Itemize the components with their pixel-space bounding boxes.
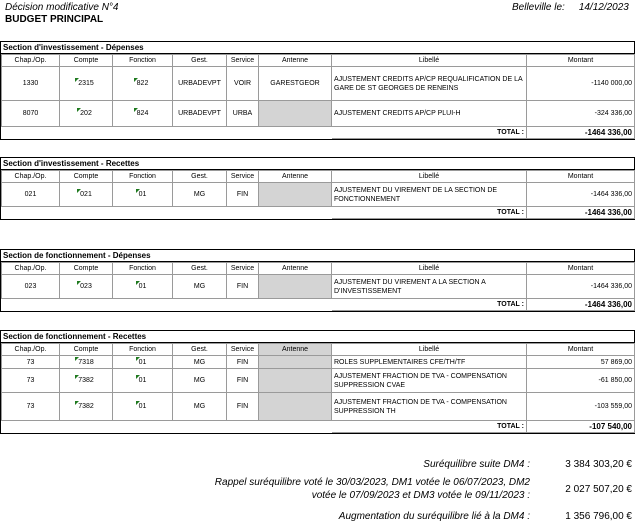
cell-gest: MG (173, 183, 227, 207)
col-gest: Gest. (173, 263, 227, 275)
table-row (2, 101, 635, 127)
cell-compte (60, 183, 113, 207)
col-compte: Compte (60, 55, 113, 67)
total-label: TOTAL : (332, 421, 527, 433)
cell-chap: 73 (2, 356, 60, 369)
section-invest-recettes (0, 157, 635, 220)
header-row (2, 55, 635, 67)
col-service: Service (227, 171, 259, 183)
augmentation-label: Augmentation du suréquilibre lié à la DM4 : (338, 511, 530, 522)
cell-compte-value: 2315 (78, 80, 94, 87)
section-table (1, 170, 635, 219)
cell-chap: 73 (2, 369, 60, 393)
rappel-line-2: votée le 07/09/2023 et DM3 votée le 09/11/2023 : (311, 490, 530, 501)
col-compte: Compte (60, 344, 113, 356)
cell-gest: MG (173, 369, 227, 393)
cell-compte (60, 393, 113, 421)
col-antenne: Antenne (259, 344, 332, 356)
table-row (2, 183, 635, 207)
cell-service: FIN (227, 369, 259, 393)
col-gest: Gest. (173, 344, 227, 356)
col-chap: Chap./Op. (2, 55, 60, 67)
cell-service: FIN (227, 183, 259, 207)
cell-montant: -1464 336,00 (527, 183, 635, 207)
total-row (2, 299, 635, 311)
col-montant: Montant (527, 344, 635, 356)
total-value: -1464 336,00 (527, 127, 635, 139)
total-value: -1464 336,00 (527, 207, 635, 219)
rappel-line-1: Rappel suréquilibre voté le 30/03/2023, DM1 votée le 06/07/2023, DM2 (214, 477, 530, 488)
section-fonct-depenses (0, 249, 635, 312)
cell-libelle: AJUSTEMENT FRACTION DE TVA - COMPENSATION SUPPRESSION CVAE (332, 369, 527, 393)
col-antenne: Antenne (259, 55, 332, 67)
cell-fonction-value: 01 (138, 403, 147, 410)
cell-chap: 021 (2, 183, 60, 207)
cell-compte (60, 101, 113, 127)
cell-montant: -1140 000,00 (527, 67, 635, 101)
cell-montant: -324 336,00 (527, 101, 635, 127)
col-chap: Chap./Op. (2, 344, 60, 356)
table-row (2, 275, 635, 299)
col-montant: Montant (527, 55, 635, 67)
col-gest: Gest. (173, 55, 227, 67)
col-libelle: Libellé (332, 55, 527, 67)
total-value: -107 540,00 (527, 421, 635, 433)
cell-gest: URBADEVPT (173, 101, 227, 127)
cell-chap: 1330 (2, 67, 60, 101)
cell-chap: 73 (2, 393, 60, 421)
cell-compte-value: 021 (80, 191, 92, 198)
cell-compte (60, 67, 113, 101)
section-table (1, 262, 635, 311)
total-value: -1464 336,00 (527, 299, 635, 311)
col-antenne: Antenne (259, 263, 332, 275)
decision-title: Décision modificative N°4 (5, 2, 119, 13)
section-title: Section de fonctionnement - Recettes (1, 331, 634, 343)
cell-libelle: AJUSTEMENT CREDITS AP/CP PLUI-H (332, 101, 527, 127)
cell-montant: -61 850,00 (527, 369, 635, 393)
cell-fonction (113, 369, 173, 393)
col-antenne: Antenne (259, 171, 332, 183)
table-row (2, 393, 635, 421)
total-label: TOTAL : (332, 299, 527, 311)
cell-gest: URBADEVPT (173, 67, 227, 101)
header-row (2, 344, 635, 356)
col-libelle: Libellé (332, 171, 527, 183)
rappel-value: 2 027 507,20 € (565, 484, 632, 495)
augmentation-value: 1 356 796,00 € (565, 511, 632, 522)
col-gest: Gest. (173, 171, 227, 183)
cell-montant: -103 559,00 (527, 393, 635, 421)
place-label: Belleville le: (512, 2, 565, 13)
date-line (512, 2, 629, 13)
cell-compte-value: 7382 (78, 377, 94, 384)
section-table (1, 54, 635, 139)
cell-compte-value: 023 (80, 283, 92, 290)
cell-fonction (113, 275, 173, 299)
col-fonction: Fonction (113, 55, 173, 67)
col-service: Service (227, 263, 259, 275)
section-table (1, 343, 635, 433)
cell-fonction-value: 01 (138, 191, 147, 198)
col-chap: Chap./Op. (2, 171, 60, 183)
cell-antenne (259, 356, 332, 369)
section-title: Section d'investissement - Dépenses (1, 42, 634, 54)
cell-fonction-value: 822 (136, 80, 149, 87)
surequilibre-label: Suréquilibre suite DM4 : (423, 459, 530, 470)
total-blank (2, 299, 332, 311)
cell-chap: 8070 (2, 101, 60, 127)
table-row (2, 356, 635, 369)
cell-fonction-value: 01 (138, 283, 147, 290)
col-compte: Compte (60, 263, 113, 275)
cell-gest: MG (173, 356, 227, 369)
table-row (2, 67, 635, 101)
cell-fonction-value: 01 (138, 377, 147, 384)
total-label: TOTAL : (332, 127, 527, 139)
section-invest-depenses (0, 41, 635, 140)
cell-service: FIN (227, 393, 259, 421)
cell-fonction-value: 824 (136, 110, 149, 117)
cell-montant: 57 869,00 (527, 356, 635, 369)
col-montant: Montant (527, 171, 635, 183)
col-service: Service (227, 344, 259, 356)
col-fonction: Fonction (113, 171, 173, 183)
col-libelle: Libellé (332, 344, 527, 356)
cell-compte (60, 369, 113, 393)
col-compte: Compte (60, 171, 113, 183)
cell-montant: -1464 336,00 (527, 275, 635, 299)
cell-libelle: AJUSTEMENT DU VIREMENT A LA SECTION A D'INVESTISSEMENT (332, 275, 527, 299)
cell-service: URBA (227, 101, 259, 127)
col-chap: Chap./Op. (2, 263, 60, 275)
cell-libelle: AJUSTEMENT DU VIREMENT DE LA SECTION DE FONCTIONNEMENT (332, 183, 527, 207)
total-row (2, 127, 635, 139)
cell-antenne (259, 393, 332, 421)
cell-antenne: GARESTGEOR (259, 67, 332, 101)
total-label: TOTAL : (332, 207, 527, 219)
cell-fonction (113, 67, 173, 101)
header-row (2, 263, 635, 275)
cell-fonction (113, 356, 173, 369)
cell-fonction (113, 183, 173, 207)
section-title: Section d'investissement - Recettes (1, 158, 634, 170)
cell-compte (60, 356, 113, 369)
budget-title: BUDGET PRINCIPAL (5, 14, 104, 25)
cell-fonction-value: 01 (138, 358, 147, 366)
section-title: Section de fonctionnement - Dépenses (1, 250, 634, 262)
col-fonction: Fonction (113, 263, 173, 275)
total-row (2, 421, 635, 433)
section-fonct-recettes (0, 330, 635, 434)
cell-chap: 023 (2, 275, 60, 299)
cell-gest: MG (173, 393, 227, 421)
cell-antenne (259, 101, 332, 127)
cell-compte (60, 275, 113, 299)
cell-libelle: AJUSTEMENT FRACTION DE TVA - COMPENSATION SUPPRESSION TH (332, 393, 527, 421)
cell-antenne (259, 369, 332, 393)
total-blank (2, 207, 332, 219)
cell-antenne (259, 183, 332, 207)
col-libelle: Libellé (332, 263, 527, 275)
document-date: 14/12/2023 (578, 2, 629, 13)
table-row (2, 369, 635, 393)
cell-antenne (259, 275, 332, 299)
cell-compte-value: 7318 (78, 358, 94, 366)
cell-libelle: ROLES SUPPLEMENTAIRES CFE/TH/TF (332, 356, 527, 369)
header-row (2, 171, 635, 183)
col-fonction: Fonction (113, 344, 173, 356)
total-blank (2, 127, 332, 139)
cell-service: VOIR (227, 67, 259, 101)
cell-fonction (113, 101, 173, 127)
cell-service: FIN (227, 356, 259, 369)
cell-fonction (113, 393, 173, 421)
cell-service: FIN (227, 275, 259, 299)
cell-gest: MG (173, 275, 227, 299)
cell-libelle: AJUSTEMENT CREDITS AP/CP REQUALIFICATION DE LA GARE DE ST GEORGES DE RENEINS (332, 67, 527, 101)
total-row (2, 207, 635, 219)
surequilibre-value: 3 384 303,20 € (565, 459, 632, 470)
cell-compte-value: 202 (80, 110, 92, 117)
col-montant: Montant (527, 263, 635, 275)
document-header (5, 2, 119, 26)
col-service: Service (227, 55, 259, 67)
total-blank (2, 421, 332, 433)
cell-compte-value: 7382 (78, 403, 94, 410)
